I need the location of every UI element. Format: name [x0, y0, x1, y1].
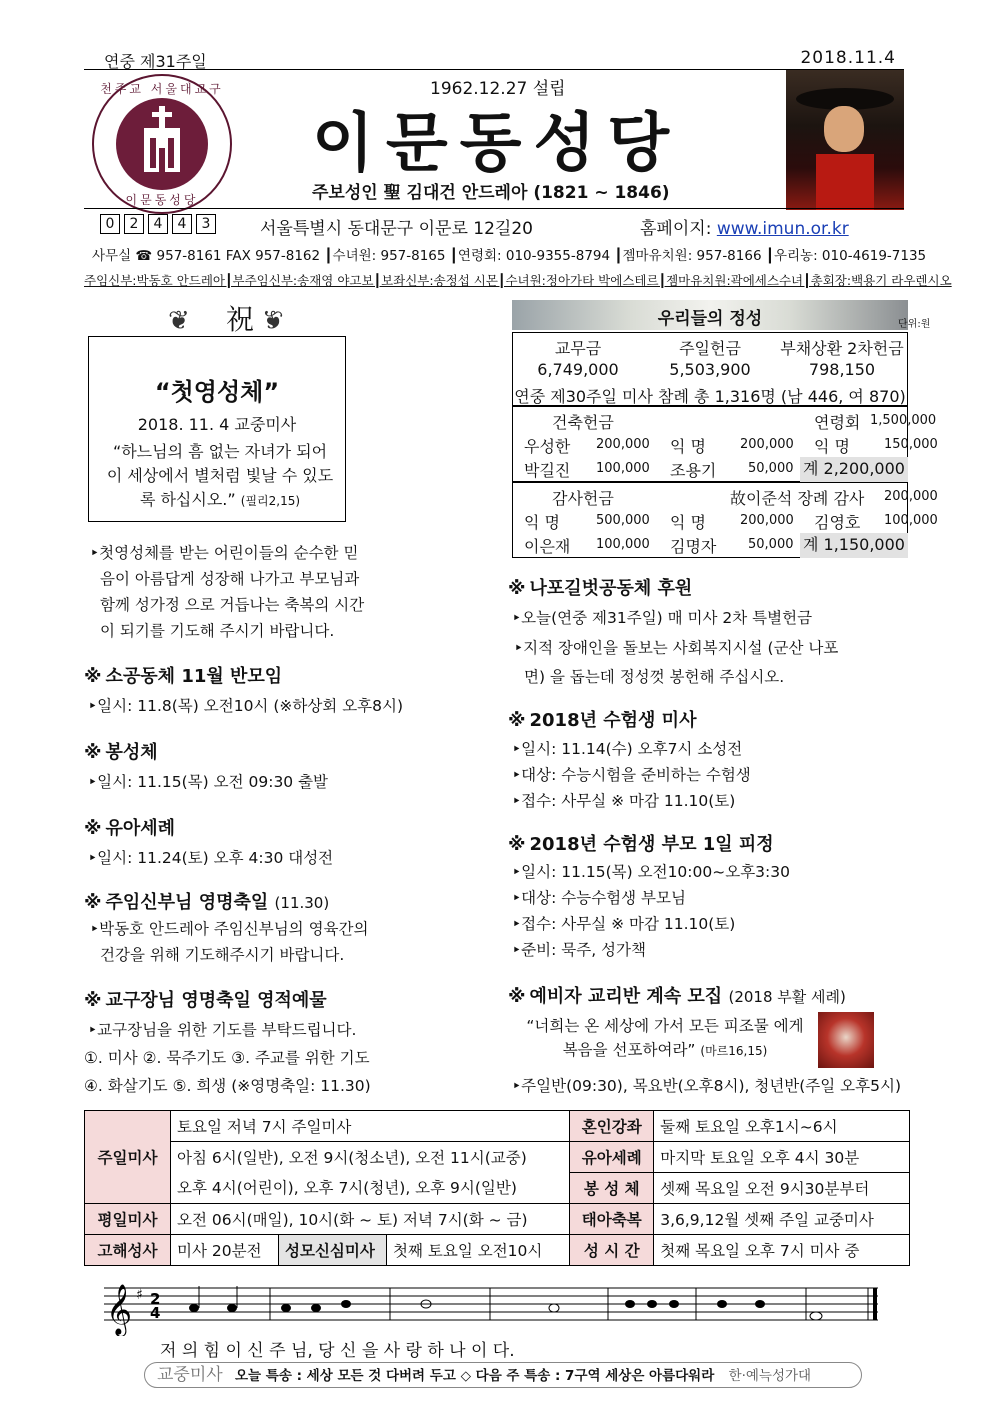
- saint-portrait: [786, 70, 904, 210]
- mass-schedule-table: [84, 1110, 910, 1266]
- list-item: ‣교구장님을 위한 기도를 부탁드립니다.: [88, 1021, 357, 1039]
- congrats-title: “첫영성체”: [154, 378, 280, 406]
- asterisk-icon: ※: [84, 990, 102, 1011]
- donor-name: 박길진: [524, 461, 571, 480]
- list-item: ‣일시: 11.15(목) 오전10:00~오후3:30: [512, 863, 790, 881]
- homepage-label: 홈페이지:: [640, 219, 712, 239]
- asterisk-icon: ※: [508, 986, 526, 1007]
- asterisk-icon: ※: [84, 742, 102, 763]
- parish-seal: [92, 74, 232, 214]
- building-total: 계 2,200,000: [800, 457, 908, 482]
- section-heading: ※ 나포길벗공동체 후원: [508, 578, 693, 599]
- special-songs: 오늘 특송 : 세상 모든 것 다버려 두고 ◇ 다음 주 특송 : 7구역 세상은 아름다워라: [235, 1368, 715, 1384]
- homepage-link[interactable]: www.imun.or.kr: [716, 219, 849, 239]
- list-item: ‣대상: 수능수험생 부모님: [512, 889, 686, 907]
- list-item: ④. 화살기도 ⑤. 희생 (※영명축일: 11.30): [84, 1077, 371, 1095]
- communion-value: 셋째 목요일 오전 9시30분부터: [654, 1173, 910, 1204]
- offering-value: 6,749,000: [537, 360, 619, 379]
- intro-paragraph: ‣첫영성체를 받는 어린이들의 순수한 믿음이 아름답게 성장해 나가고 부모님과 함께 성가정 으로 거듭나는 축복의 시간이 되기를 기도해 주시기 바랍니다.: [90, 544, 365, 640]
- building-label: 건축헌금: [552, 413, 614, 432]
- asterisk-icon: ※: [84, 666, 102, 687]
- svg-text:♯: ♯: [136, 1287, 143, 1303]
- svg-text:2: 2: [150, 1290, 161, 1308]
- laurel-right-icon: ❦: [262, 306, 284, 336]
- seal-text-bottom: 이문동성당: [125, 193, 199, 207]
- holyhour-label: 성 시 간: [570, 1235, 654, 1266]
- list-item: ‣박동호 안드레아 주임신부님의 영육간의 건강을 위해 기도해주시기 바랍니다.: [90, 920, 369, 964]
- offering-title: 우리들의 정성: [657, 309, 763, 329]
- homepage: [640, 214, 849, 239]
- choir-name: 한·예늑성가대: [728, 1368, 812, 1384]
- thanks-memo: 故이준석 장례 감사: [730, 489, 865, 508]
- holyhour-value: 첫째 목요일 오후 7시 미사 중: [654, 1235, 910, 1266]
- parish-title: 이문동성당: [312, 107, 682, 181]
- donor-amount: 150,000: [884, 437, 938, 452]
- donor-amount: 50,000: [748, 461, 794, 476]
- bullet-icon: ‣: [90, 544, 100, 562]
- fetus-value: 3,6,9,12월 셋째 주일 교중미사: [654, 1204, 910, 1235]
- hymn-lyrics: 저 의 힘 이 신 주 님, 당 신 을 사 랑 하 나 이 다.: [160, 1341, 515, 1361]
- section-heading: ※ 예비자 교리반 계속 모집 (2018 부활 세례): [508, 986, 846, 1007]
- weekday-mass-label: 평일미사: [85, 1204, 171, 1235]
- offering-value: 5,503,900: [669, 360, 751, 379]
- section-heading: ※ 봉성체: [84, 742, 158, 763]
- address: 서울특별시 동대문구 이문로 12길20: [260, 219, 533, 239]
- liturgical-week: 연중 제31주일: [104, 52, 207, 71]
- music-staff: [100, 1280, 880, 1336]
- congrats-char: 祝: [225, 303, 254, 336]
- zip-digit: 3: [196, 214, 216, 234]
- fetus-label: 태아축복: [570, 1204, 654, 1235]
- footer-label: 교중미사: [157, 1365, 223, 1385]
- list-item: ‣준비: 묵주, 성가책: [512, 941, 646, 959]
- list-item: ‣일시: 11.8(목) 오전10시 (※하상회 오후8시): [88, 697, 404, 715]
- zip-digit: 2: [124, 214, 144, 234]
- asterisk-icon: ※: [508, 710, 526, 731]
- funeral-label: 연령회: [814, 413, 861, 432]
- list-item: ‣대상: 수능시험을 준비하는 수험생: [512, 766, 751, 784]
- patron-saint: 주보성인 聖 김대건 안드레아 (1821 ~ 1846): [312, 183, 670, 203]
- asterisk-icon: ※: [508, 834, 526, 855]
- offering-header: 부채상환 2차헌금: [780, 339, 904, 358]
- bulletin-date: 2018.11.4: [800, 48, 896, 68]
- congrats-date: 2018. 11. 4 교중미사: [137, 415, 297, 434]
- donor-name: 익 명: [814, 437, 850, 456]
- thanks-total: 계 1,150,000: [800, 533, 908, 558]
- dove-image: [818, 1012, 874, 1068]
- offering-header: 교무금: [554, 339, 602, 358]
- header-rule-2: [84, 208, 904, 209]
- list-item: ‣주일반(09:30), 목요반(오후8시), 청년반(주일 오후5시): [512, 1077, 902, 1095]
- list-item: ‣일시: 11.14(수) 오후7시 소성전: [512, 740, 743, 758]
- list-item: ①. 미사 ②. 묵주기도 ③. 주교를 위한 기도: [84, 1049, 370, 1067]
- list-item: ‣오늘(연중 제31주일) 매 미사 2차 특별헌금: [512, 609, 813, 627]
- list-item: ‣접수: 사무실 ※ 마감 11.10(토): [512, 792, 736, 810]
- weekday-mass-value: 오전 06시(매일), 10시(화 ~ 토) 저녁 7시(화 ~ 금): [171, 1204, 570, 1235]
- confession-label: 고해성사: [85, 1235, 171, 1266]
- communion-label: 봉 성 체: [570, 1173, 654, 1204]
- sunday-mass-label: 주일미사: [85, 1111, 171, 1204]
- list-item: ‣접수: 사무실 ※ 마감 11.10(토): [512, 915, 736, 933]
- attendance: 연중 제30주일 미사 참례 총 1,316명 (남 446, 여 870): [514, 387, 906, 406]
- svg-text:4: 4: [150, 1304, 161, 1322]
- asterisk-icon: ※: [508, 578, 526, 599]
- thanks-label: 감사헌금: [552, 489, 614, 508]
- sunday-mass-2: 아침 6시(일반), 오전 9시(청소년), 오전 11시(교중) 오후 4시(어린이), 오후 7시(청년), 오후 9시(일반): [171, 1142, 570, 1204]
- donor-name: 조용기: [670, 461, 717, 480]
- seal-text-top: 천주교 서울대교구: [100, 82, 224, 96]
- donor-amount: 50,000: [748, 537, 794, 552]
- offering-header: 주일헌금: [679, 339, 741, 358]
- funeral-amount: 1,500,000: [870, 413, 937, 428]
- staff-line: 주임신부:박동호 안드레아┃부주임신부:송재영 야고보┃보좌신부:송정섭 시몬┃수녀원:정아가타 박에스테르┃젬마유치원:곽에세스수녀┃총회장:백용기 라우렌시오: [84, 273, 952, 288]
- donor-amount: 200,000: [740, 513, 794, 528]
- donor-amount: 500,000: [596, 513, 650, 528]
- donor-amount: 200,000: [596, 437, 650, 452]
- donor-name: 익 명: [670, 437, 706, 456]
- laurel-left-icon: ❦: [168, 306, 190, 336]
- section-heading: ※ 2018년 수험생 미사: [508, 710, 697, 731]
- donor-name: 우성한: [524, 437, 571, 456]
- donor-amount: 100,000: [596, 537, 650, 552]
- thanks-memo-amount: 200,000: [884, 489, 938, 504]
- zip-digit: 4: [148, 214, 168, 234]
- header-rule: [84, 69, 904, 70]
- baptism-label: 유아세례: [570, 1142, 654, 1173]
- section-heading: ※ 교구장님 영명축일 영적예물: [84, 990, 327, 1011]
- section-heading: ※ 2018년 수험생 부모 1일 피정: [508, 834, 774, 855]
- marriage-value: 둘째 토요일 오후1시~6시: [654, 1111, 910, 1142]
- donor-name: 김영호: [814, 513, 861, 532]
- donor-amount: 200,000: [740, 437, 794, 452]
- section-heading: ※ 주임신부님 영명축일 (11.30): [84, 892, 330, 913]
- asterisk-icon: ※: [84, 892, 102, 913]
- marian-value: 첫째 토요일 오전10시: [387, 1235, 570, 1266]
- section-heading: ※ 소공동체 11월 반모임: [84, 666, 283, 687]
- offering-unit: 단위:원: [898, 319, 931, 330]
- founded-date: 1962.12.27 설립: [430, 79, 566, 99]
- section-heading: ※ 유아세례: [84, 818, 176, 839]
- contact-line: 사무실 ☎ 957-8161 FAX 957-8162 ┃수녀원: 957-8165 ┃연령회: 010-9355-8794 ┃젬마유치원: 957-8166 ┃우리농: 010-4619-7135: [92, 248, 927, 264]
- catechumen-quote: “너희는 온 세상에 가서 모든 피조물 에게 복음을 선포하여라” (마르16,15): [526, 1017, 804, 1059]
- seal-cathedral-icon: [116, 98, 208, 190]
- marian-label: 성모신심미사: [279, 1235, 387, 1266]
- marriage-label: 혼인강좌: [570, 1111, 654, 1142]
- asterisk-icon: ※: [84, 818, 102, 839]
- quote-ref: (필리2,15): [240, 494, 301, 508]
- donor-name: 이은재: [524, 537, 571, 556]
- donor-name: 김명자: [670, 537, 717, 556]
- zip-digit: 4: [172, 214, 192, 234]
- offering-value: 798,150: [808, 360, 876, 379]
- donor-name: 익 명: [670, 513, 706, 532]
- donor-amount: 100,000: [596, 461, 650, 476]
- confession-value: 미사 20분전: [171, 1235, 279, 1266]
- sunday-mass-1: 토요일 저녁 7시 주일미사: [171, 1111, 570, 1142]
- list-item: ‣일시: 11.15(목) 오전 09:30 출발: [88, 773, 329, 791]
- footer-bar: [144, 1362, 862, 1388]
- donor-name: 익 명: [524, 513, 560, 532]
- postal-code: [100, 214, 216, 234]
- list-item: ‣지적 장애인을 돌보는 사회복지시설 (군산 나포면) 을 돕는데 정성껏 봉헌해 주십시오.: [514, 639, 839, 686]
- donor-amount: 100,000: [884, 513, 938, 528]
- svg-text:𝄞: 𝄞: [106, 1284, 133, 1335]
- zip-digit: 0: [100, 214, 120, 234]
- list-item: ‣일시: 11.24(토) 오후 4:30 대성전: [88, 849, 334, 867]
- congrats-quote: “하느님의 흠 없는 자녀가 되어 이 세상에서 별처럼 빛날 수 있도록 하십시오.” (필리2,15): [106, 442, 334, 509]
- baptism-value: 마지막 토요일 오후 4시 30분: [654, 1142, 910, 1173]
